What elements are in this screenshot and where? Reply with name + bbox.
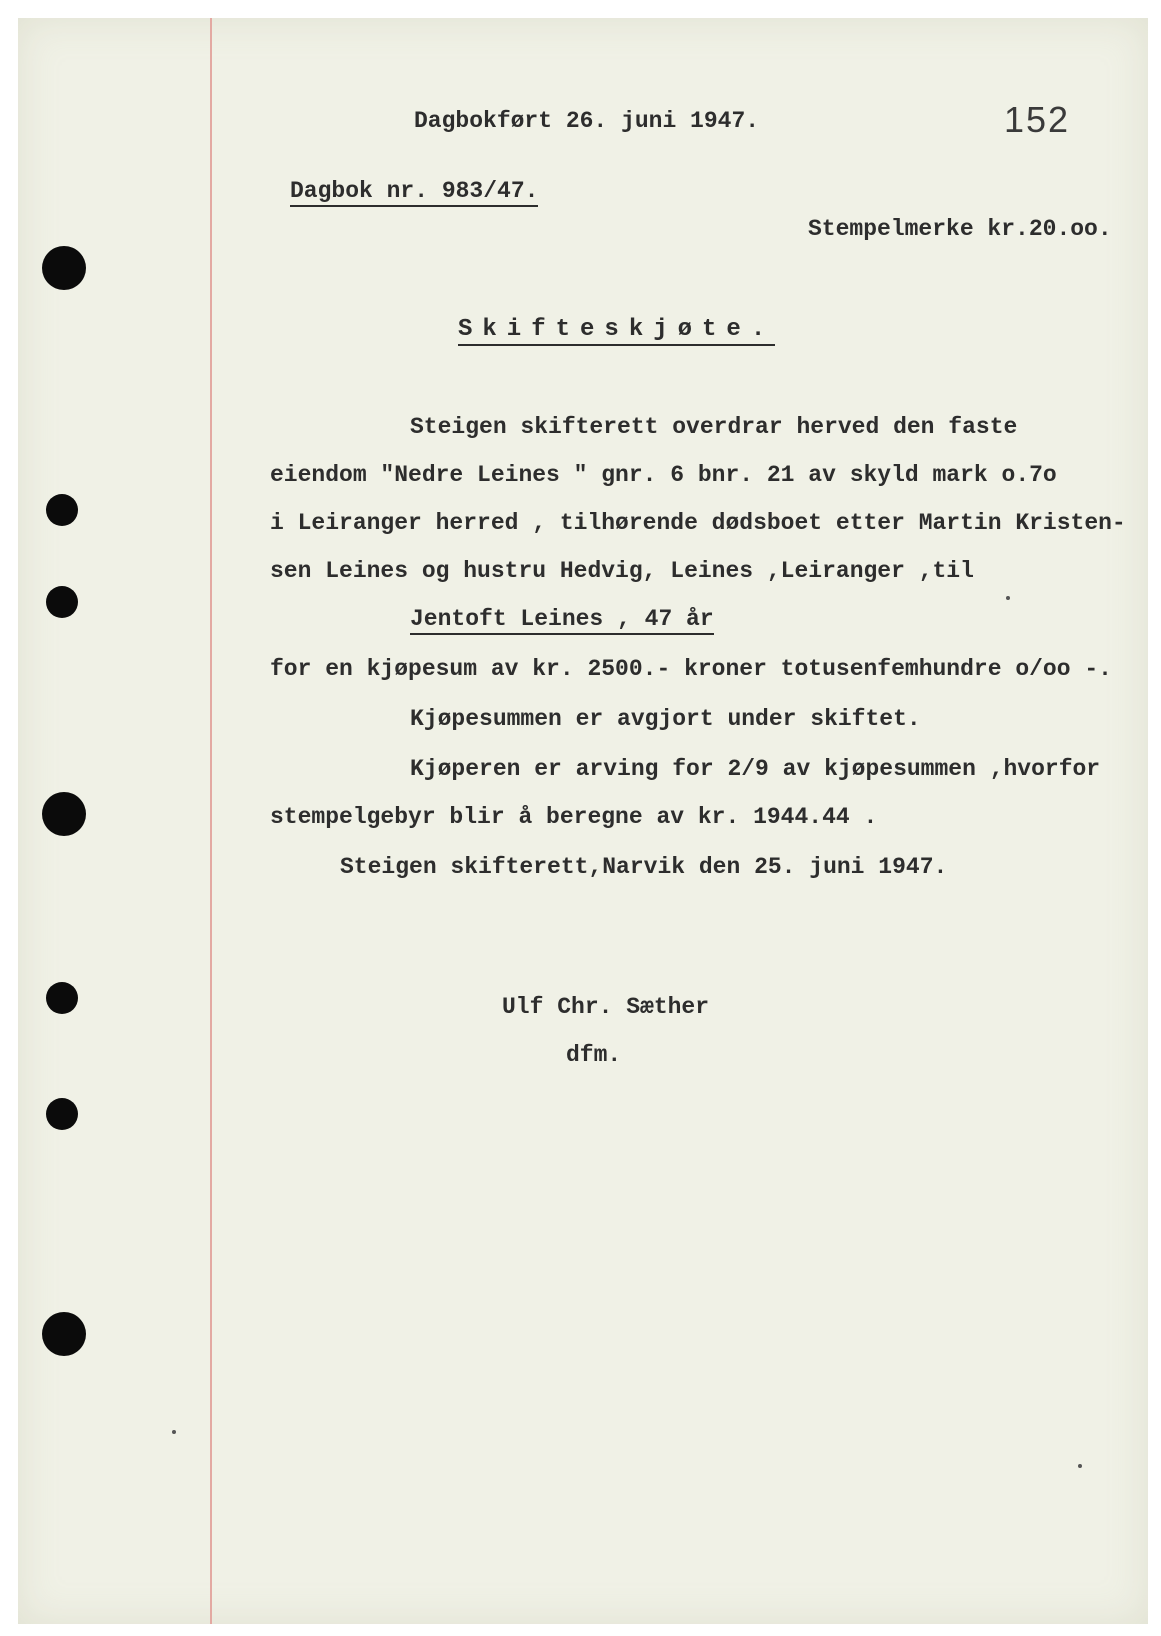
stamp-fee: Stempelmerke kr.20.oo. bbox=[808, 216, 1112, 242]
margin-rule bbox=[210, 18, 212, 1624]
place-date-line: Steigen skifterett,Narvik den 25. juni 1947. bbox=[340, 854, 948, 880]
paper-speck bbox=[1006, 596, 1010, 600]
punch-hole bbox=[46, 1098, 78, 1130]
journal-number: Dagbok nr. 983/47. bbox=[290, 180, 538, 207]
paper-speck bbox=[1078, 1464, 1082, 1468]
body-line: Kjøperen er arving for 2/9 av kjøpesummen ,hvorfor bbox=[410, 756, 1101, 782]
body-line: sen Leines og hustru Hedvig, Leines ,Leiranger ,til bbox=[270, 558, 974, 584]
page-number: 152 bbox=[1004, 99, 1071, 140]
punch-hole bbox=[46, 982, 78, 1014]
signature-name: Ulf Chr. Sæther bbox=[502, 994, 710, 1020]
buyer-name: Jentoft Leines , 47 år bbox=[410, 608, 714, 635]
body-line: Steigen skifterett overdrar herved den faste bbox=[410, 414, 1018, 440]
body-line: eiendom "Nedre Leines " gnr. 6 bnr. 21 av skyld mark o.7o bbox=[270, 462, 1057, 488]
document-title: Skifteskjøte. bbox=[458, 318, 775, 346]
body-line: stempelgebyr blir å beregne av kr. 1944.44 . bbox=[270, 804, 878, 830]
body-line: Kjøpesummen er avgjort under skiftet. bbox=[410, 706, 921, 732]
registration-date: Dagbokført 26. juni 1947. bbox=[414, 108, 760, 134]
signature-title: dfm. bbox=[566, 1042, 622, 1068]
punch-hole bbox=[42, 1312, 86, 1356]
document-page bbox=[18, 18, 1148, 1624]
punch-hole bbox=[46, 494, 78, 526]
paper-speck bbox=[172, 1430, 176, 1434]
punch-hole bbox=[42, 792, 86, 836]
body-line: for en kjøpesum av kr. 2500.- kroner totusenfemhundre o/oo -. bbox=[270, 656, 1112, 682]
punch-hole bbox=[42, 246, 86, 290]
body-line: i Leiranger herred , tilhørende dødsboet etter Martin Kristen- bbox=[270, 510, 1126, 536]
punch-hole bbox=[46, 586, 78, 618]
